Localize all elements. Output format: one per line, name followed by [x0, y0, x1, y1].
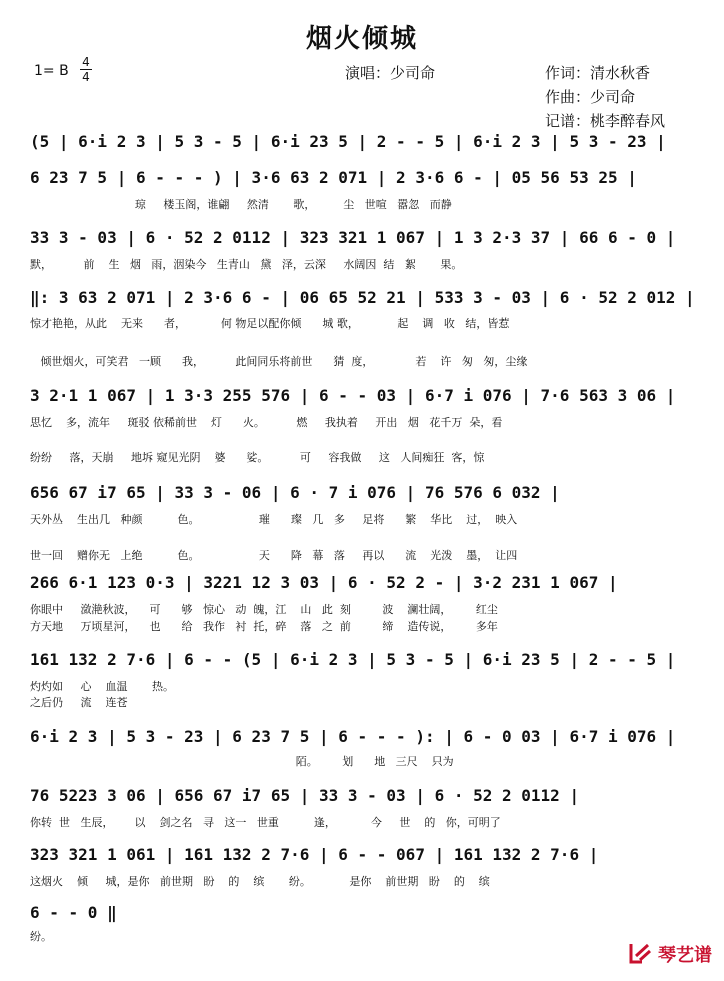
notation-row: 656 67 i7 65 | 33 3 - 06 | 6 · 7 i 076 | 76 576 6 032 |: [30, 483, 560, 502]
lyricist-credit: 作词：清水秋香: [545, 64, 651, 82]
lyric-line: 默， 前 生 烟 雨，洇染今 生青山 黛 泽，云深 水阔因 结 絮 果。: [30, 258, 463, 271]
meter-top: 4: [82, 55, 90, 69]
transcriber-credit: 记谱：桃李醉春风: [545, 112, 666, 130]
notation-row: 6·i 2 3 | 5 3 - 23 | 6 23 7 5 | 6 - - - ): | 6 - 0 03 | 6·7 i 076 |: [30, 727, 676, 746]
notation-row: 323 321 1 061 | 161 132 2 7·6 | 6 - - 067 | 161 132 2 7·6 |: [30, 845, 599, 864]
lyric-line: 这烟火 倾 城，是你 前世期 盼 的 缤 纷。 是你 前世期 盼 的 缤: [30, 875, 490, 888]
page-title: 烟火倾城: [305, 24, 418, 54]
lyric-line: 纷。: [30, 930, 52, 943]
notation-row: 266 6·1 123 0·3 | 3221 12 3 03 | 6 · 52 2 - | 3·2 231 1 067 |: [30, 573, 618, 592]
lyric-line: 思忆 多，流年 斑驳 依稀前世 灯 火。 燃 我执着 开出 烟 花千万 朵，看: [30, 416, 503, 429]
notation-row: 76 5223 3 06 | 656 67 i7 65 | 33 3 - 03 | 6 · 52 2 0112 |: [30, 786, 580, 805]
notation-row: ‖: 3 63 2 071 | 2 3·6 6 - | 06 65 52 21 | 533 3 - 03 | 6 · 52 2 012 |: [30, 288, 695, 307]
lyric-line: 陌。 划 地 三尺 只为: [30, 755, 454, 768]
lyric-line: 琼 楼玉阁，谁翩 然清 歌， 尘 世喧 嚣忽 而静: [30, 198, 452, 211]
lyric-line: 之后仍 流 连苍: [30, 696, 128, 709]
notation-row: 33 3 - 03 | 6 · 52 2 0112 | 323 321 1 067 | 1 3 2·3 37 | 66 6 - 0 |: [30, 228, 676, 247]
lyric-line: 纷纷 落，天崩 地坼 窥见光阴 婆 娑。 可 容我做 这 人间痴狂 客，惊: [30, 451, 485, 464]
lyric-line: 惊才艳艳，从此 无来 者， 何 物足以配你倾 城 歌， 起 调 收 结，皆惹: [30, 317, 510, 330]
singer-credit: 演唱：少司命: [345, 64, 436, 82]
notation-row: (5 | 6·i 2 3 | 5 3 - 5 | 6·i 23 5 | 2 - - 5 | 6·i 2 3 | 5 3 - 23 |: [30, 132, 666, 151]
site-logo: [628, 941, 712, 967]
lyric-line: 灼灼如 心 血温 热。: [30, 680, 174, 693]
lyric-line: 你眼中 潋滟秋波， 可 够 惊心 动 魄，江 山 此 刻 波 澜壮阔， 红尘: [30, 603, 498, 616]
key-signature: 1= B: [34, 63, 69, 79]
lyric-line: 倾世烟火，可笑君 一顾 我， 此间同乐将前世 猜 度， 若 许 匆 匆，尘缘: [30, 355, 528, 368]
lyric-line: 你转 世 生辰， 以 剑之名 寻 这一 世重 逢， 今 世 的 你，可明了: [30, 816, 501, 829]
logo-text: 琴艺谱: [658, 945, 712, 966]
notation-row: 6 23 7 5 | 6 - - - ) | 3·6 63 2 071 | 2 3·6 6 - | 05 56 53 25 |: [30, 168, 637, 187]
lyric-line: 天外丛 生出几 种颜 色。 璀 璨 几 多 足将 繁 华比 过， 映入: [30, 513, 518, 526]
lyric-line: 方天地 万顷星河， 也 给 我作 衬 托，碎 落 之 前 缔 造传说， 多年: [30, 620, 498, 633]
notation-row: 3 2·1 1 067 | 1 3·3 255 576 | 6 - - 03 | 6·7 i 076 | 7·6 563 3 06 |: [30, 386, 676, 405]
meter-bottom: 4: [82, 70, 90, 84]
notation-row: 161 132 2 7·6 | 6 - - (5 | 6·i 2 3 | 5 3 - 5 | 6·i 23 5 | 2 - - 5 |: [30, 650, 676, 669]
logo-icon: [628, 942, 654, 966]
lyric-line: 世一回 赠你无 上绝 色。 天 降 幕 落 再以 流 光泼 墨， 让四: [30, 549, 518, 562]
time-signature: [80, 56, 92, 83]
notation-row: 6 - - 0 ‖: [30, 903, 117, 922]
composer-credit: 作曲：少司命: [545, 88, 636, 106]
